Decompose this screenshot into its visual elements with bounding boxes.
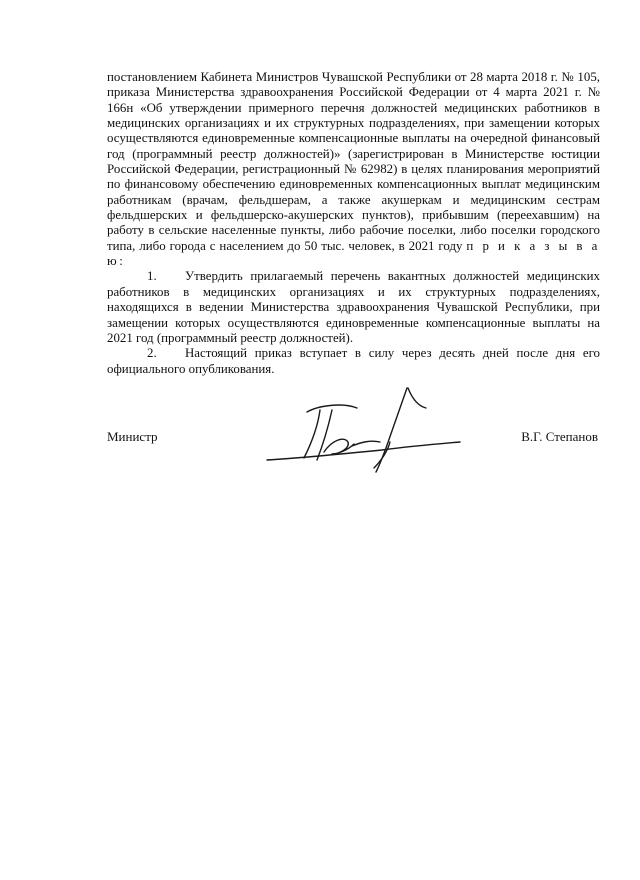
- intro-line: должностей)» (зарегистрирован в Министерстве юстиции Российской Федерации,: [107, 146, 600, 177]
- intro-line: регистрационный № 62982) в целях планирования мероприятий по финансовому: [107, 162, 600, 192]
- order-item-line: Утвердить прилагаемый перечень вакантных должностей: [185, 269, 520, 284]
- intro-line: в сельские населенные пункты, либо рабочие поселки, либо поселки городского: [148, 223, 600, 238]
- intro-line: № 105, приказа Министерства здравоохранения Российской Федерации: [107, 70, 600, 100]
- order-item-line: официального опубликования.: [107, 361, 275, 376]
- order-item-number: 1.: [147, 269, 157, 284]
- order-item-1: [107, 269, 600, 346]
- intro-line: от 4 марта 2021 г. № 166н «Об утверждении примерного перечня должностей: [107, 85, 600, 115]
- intro-line: обеспечению единовременных компенсационных выплат медицинским работникам: [107, 177, 600, 207]
- order-item-number: 2.: [147, 346, 157, 361]
- signatory-title: Министр: [107, 429, 158, 444]
- intro-line: подразделениях, при замещении которых осуществляются единовременные: [107, 116, 600, 146]
- signature-block: [107, 426, 600, 448]
- order-item-line: компенсационные выплаты на 2021 год (программный реестр должностей).: [107, 315, 600, 345]
- intro-line: типа, либо города с населением до 50 тыс. человек, в 2021 году: [107, 238, 463, 253]
- order-item-line: Чувашской Республики, при замещении которых осуществляются единовременные: [107, 300, 601, 330]
- order-item-line: Настоящий приказ вступает в силу через десять дней после дня его: [185, 346, 600, 361]
- signatory-name: В.Г. Степанов: [521, 429, 598, 444]
- order-item-line: медицинских работников в медицинских организациях и их структурных: [107, 269, 600, 299]
- intro-line: постановлением Кабинета Министров Чувашской Республики от 28 марта 2018 г.: [107, 70, 558, 84]
- intro-line: (врачам, фельдшерам, а также акушеркам и медицинским сестрам фельдшерских: [107, 192, 600, 223]
- intro-line: медицинских работников в медицинских организациях и их структурных: [107, 100, 600, 131]
- order-word: п р и к а з ы в а ю:: [107, 238, 600, 269]
- intro-line: компенсационные выплаты на очередной финансовый год (программный реестр: [107, 131, 600, 161]
- intro-line: и фельдшерско-акушерских пунктов), прибывшим (переехавшим) на работу: [107, 208, 600, 238]
- order-item-line: подразделениях, находящихся в ведении Министерства здравоохранения: [107, 284, 600, 315]
- intro-paragraph: [107, 70, 600, 269]
- document-body: [107, 70, 600, 377]
- order-item-2: [107, 346, 600, 377]
